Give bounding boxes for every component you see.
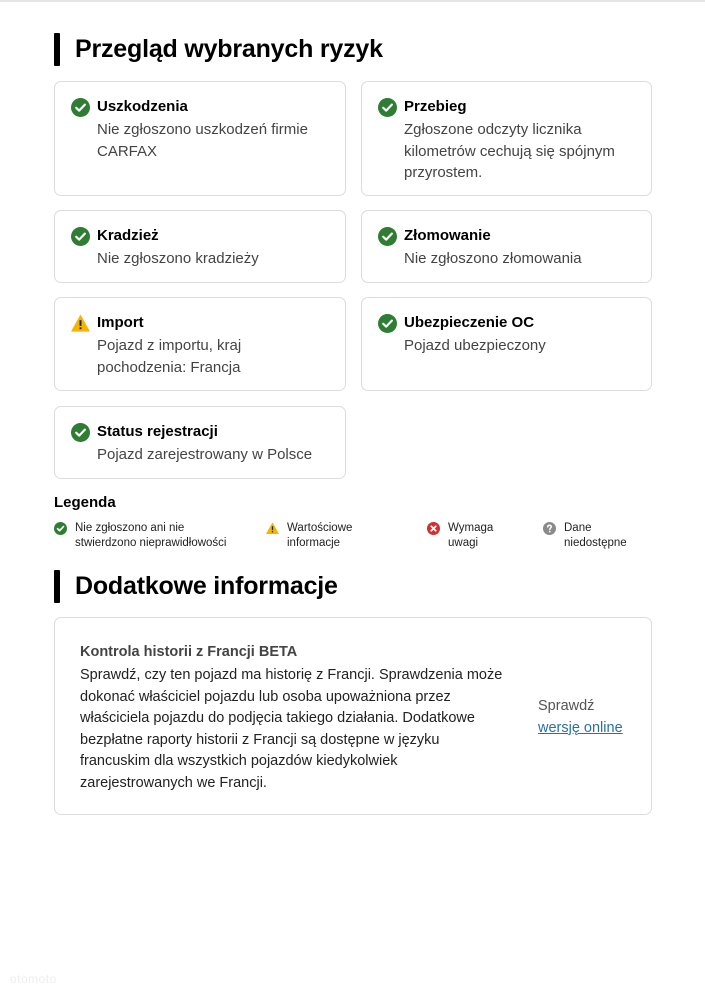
page-title: Przegląd wybranych ryzyk [75,35,383,63]
risk-card-title: Uszkodzenia [97,98,188,115]
risk-card-insurance [361,297,652,391]
top-divider [0,0,705,2]
online-version-link[interactable]: wersję online [538,719,623,736]
risk-card-title: Import [97,314,144,331]
section-heading: Dodatkowe informacje [75,572,338,600]
risk-card-description: Pojazd z importu, kraj pochodzenia: Francja [97,337,242,376]
x-circle-icon [427,522,440,535]
check-label: Sprawdź [538,698,595,714]
check-circle-icon [378,227,397,246]
legend-item-unavailable [543,521,627,551]
risk-card-description: Nie zgłoszono złomowania [404,250,582,267]
info-title: Kontrola historii z Francji BETA [80,644,298,660]
france-history-box [54,617,652,815]
check-online-block [538,696,623,739]
legend-item-ok [54,521,227,551]
risk-card-description: Zgłoszone odczyty licznika kilometrów cechują się spójnym przyrostem. [404,121,615,181]
risk-card-title: Ubezpieczenie OC [404,314,535,331]
check-circle-icon [54,522,67,535]
risk-card-scrapping [361,210,652,283]
title-accent-bar [54,570,60,603]
info-text: Sprawdź, czy ten pojazd ma historię z Francji. Sprawdzenia może dokonać właściciel pojazdu lub osoba upoważniona przez właściciela pojazdu do podjęcia takiego działania. Dodatkowe bezpłatne raporty historii z Francji są dostępne w języku francuskim dla wszystkich pojazdów kiedykolwiek zarejestrowanych we Francji. [80,667,503,791]
risk-card-description: Pojazd ubezpieczony [404,337,546,354]
legend-label: Wartościowe informacje [287,522,353,549]
risk-card-title: Złomowanie [404,227,491,244]
legend-item-warning [266,521,352,551]
question-circle-icon [543,522,556,535]
legend-item-alert [427,521,493,551]
legend-label: Wymaga uwagi [448,522,494,549]
check-circle-icon [71,423,90,442]
risk-card-theft [54,210,346,283]
section-title-risks [54,33,383,66]
legend-title: Legenda [54,494,116,511]
risk-card-title: Przebieg [404,98,467,115]
check-circle-icon [378,98,397,117]
risk-card-import [54,297,346,391]
risk-card-title: Kradzież [97,227,159,244]
risk-card-description: Nie zgłoszono kradzieży [97,250,259,267]
check-circle-icon [378,314,397,333]
watermark: otomoto [10,972,57,986]
risk-card-mileage [361,81,652,196]
risk-card-description: Pojazd zarejestrowany w Polsce [97,446,313,463]
risk-card-damage [54,81,346,196]
section-title-additional [54,570,338,603]
risk-card-registration [54,406,346,479]
check-circle-icon [71,227,90,246]
risk-card-description: Nie zgłoszono uszkodzeń firmie CARFAX [97,121,308,160]
risk-card-title: Status rejestracji [97,423,218,440]
legend-label: Dane niedostępne [564,522,627,549]
title-accent-bar [54,33,60,66]
legend-label: Nie zgłoszono ani nie stwierdzono nieprawidłowości [75,522,227,549]
warning-triangle-icon [266,522,279,535]
warning-triangle-icon [71,314,90,333]
check-circle-icon [71,98,90,117]
